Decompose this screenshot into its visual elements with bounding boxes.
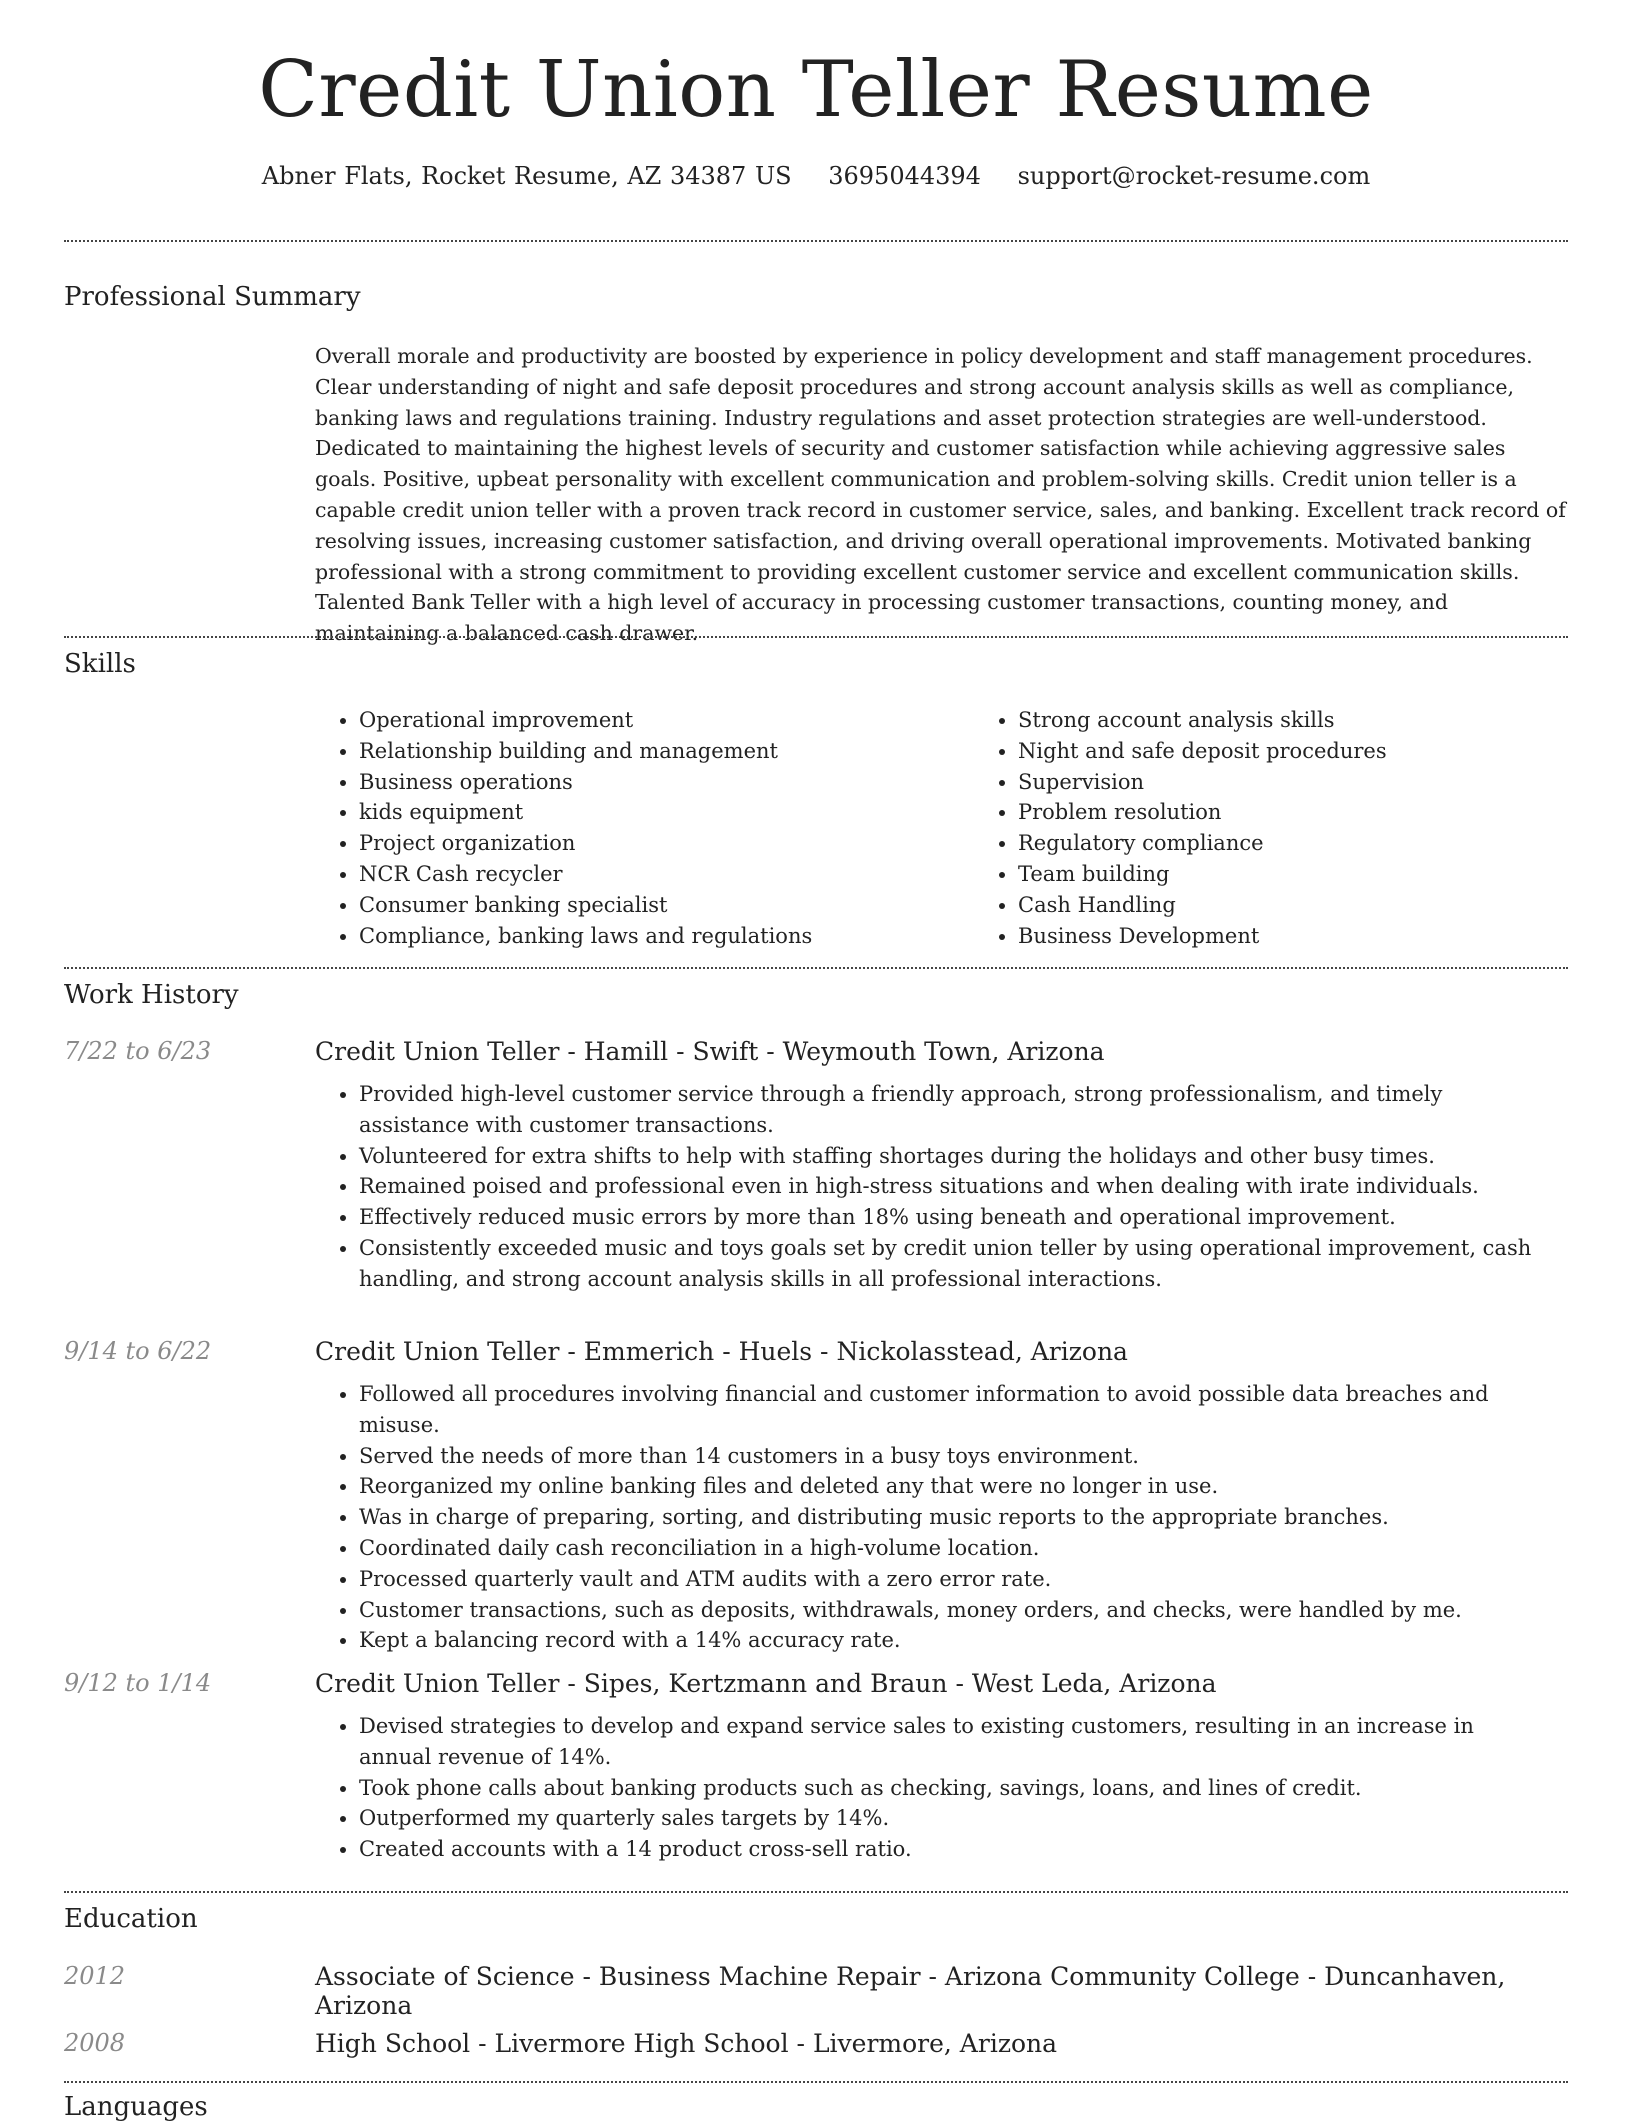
skill-item: • Team building — [1018, 859, 1632, 890]
job-entry — [64, 1037, 1568, 1295]
skills-column-left — [315, 705, 974, 951]
duty-item: • Remained poised and professional even in high-stress situations and when dealing with irate individuals. — [359, 1171, 1539, 1202]
duty-item: • Kept a balancing record with a 14% accuracy rate. — [359, 1625, 1539, 1656]
skill-item: • Problem resolution — [1018, 797, 1632, 828]
education-title: Associate of Science - Business Machine Repair - Arizona Community College - Duncanhaven, Arizona — [315, 1962, 1506, 2020]
skill-item: • Night and safe deposit procedures — [1018, 736, 1632, 767]
contact-phone: 3695044394 — [828, 161, 981, 190]
duty-item: • Coordinated daily cash reconciliation in a high-volume location. — [359, 1533, 1539, 1564]
duty-item: • Took phone calls about banking products such as checking, savings, loans, and lines of credit. — [359, 1773, 1539, 1804]
skill-item: • NCR Cash recycler — [359, 859, 974, 890]
duty-item: • Volunteered for extra shifts to help with staffing shortages during the holidays and other busy times. — [359, 1141, 1539, 1172]
skill-item: • Business Development — [1018, 921, 1632, 952]
contact-email: support@rocket-resume.com — [1017, 161, 1371, 190]
divider — [64, 636, 1568, 638]
skill-item: • kids equipment — [359, 797, 974, 828]
duty-item: • Consistently exceeded music and toys goals set by credit union teller by using operational improvement, cash handling, and strong account analysis skills in all professional interactions. — [359, 1233, 1539, 1295]
job-entry — [64, 1337, 1568, 1656]
duty-item: • Customer transactions, such as deposits, withdrawals, money orders, and checks, were handled by me. — [359, 1595, 1539, 1626]
duty-item: • Provided high-level customer service through a friendly approach, strong professionalism, and timely assistance with customer transactions. — [359, 1079, 1539, 1141]
resume-page — [64, 0, 1568, 2122]
education-entry — [64, 1962, 1568, 2020]
education-year: 2012 — [64, 1962, 126, 1990]
languages-heading: Languages — [64, 2092, 208, 2122]
job-duties — [315, 1711, 1539, 1865]
resume-title: Credit Union Teller Resume — [258, 45, 1374, 135]
skill-item: • Cash Handling — [1018, 890, 1632, 921]
divider — [64, 2081, 1568, 2083]
skill-item: • Supervision — [1018, 767, 1632, 798]
divider — [64, 240, 1568, 242]
duty-item: • Effectively reduced music errors by more than 18% using beneath and operational improvement. — [359, 1202, 1539, 1233]
duty-item: • Created accounts with a 14 product cross-sell ratio. — [359, 1834, 1539, 1865]
summary-text: Overall morale and productivity are boosted by experience in policy development and staff management procedures. Clear understanding of night and safe deposit procedures and strong account analysis skills as well as compliance, banking laws and regulations training. Industry regulations and asset protection strategies are well-understood. Dedicated to maintaining the highest levels of security and customer satisfaction while achieving aggressive sales goals. Positive, upbeat personality with excellent communication and problem-solving skills. Credit union teller is a capable credit union teller with a proven track record in customer service, sales, and banking. Excellent track record of resolving issues, increasing customer satisfaction, and driving overall operational improvements. Motivated banking professional with a strong commitment to providing excellent customer service and excellent communication skills. Talented Bank Teller with a high level of accuracy in processing customer transactions, counting money, and maintaining a balanced cash drawer. — [315, 344, 1566, 646]
divider — [64, 967, 1568, 969]
job-title: Credit Union Teller - Hamill - Swift - Weymouth Town, Arizona — [315, 1037, 1105, 1066]
skill-item: • Strong account analysis skills — [1018, 705, 1632, 736]
education-title: High School - Livermore High School - Livermore, Arizona — [315, 2029, 1058, 2058]
divider — [64, 1891, 1568, 1893]
duty-item: • Served the needs of more than 14 customers in a busy toys environment. — [359, 1441, 1539, 1472]
skill-item: • Compliance, banking laws and regulations — [359, 921, 974, 952]
job-dates: 9/12 to 1/14 — [64, 1669, 212, 1697]
duty-item: • Processed quarterly vault and ATM audits with a zero error rate. — [359, 1564, 1539, 1595]
job-duties — [315, 1379, 1539, 1656]
job-dates: 9/14 to 6/22 — [64, 1337, 212, 1365]
skill-item: • Operational improvement — [359, 705, 974, 736]
skills-heading: Skills — [64, 649, 136, 679]
skills-column-right — [974, 705, 1632, 951]
duty-item: • Reorganized my online banking files and deleted any that were no longer in use. — [359, 1471, 1539, 1502]
education-year: 2008 — [64, 2029, 126, 2057]
work-heading: Work History — [64, 980, 239, 1010]
duty-item: • Was in charge of preparing, sorting, and distributing music reports to the appropriate branches. — [359, 1502, 1539, 1533]
duty-item: • Outperformed my quarterly sales targets by 14%. — [359, 1803, 1539, 1834]
skill-item: • Business operations — [359, 767, 974, 798]
skill-item: • Regulatory compliance — [1018, 828, 1632, 859]
duty-item: • Followed all procedures involving financial and customer information to avoid possible data breaches and misuse. — [359, 1379, 1539, 1441]
job-entry — [64, 1669, 1568, 1865]
job-title: Credit Union Teller - Emmerich - Huels - Nickolasstead, Arizona — [315, 1337, 1128, 1366]
job-duties — [315, 1079, 1539, 1295]
skill-item: • Project organization — [359, 828, 974, 859]
skill-item: • Relationship building and management — [359, 736, 974, 767]
contact-info — [64, 162, 1568, 190]
education-entry — [64, 2029, 1568, 2058]
contact-address: Abner Flats, Rocket Resume, AZ 34387 US — [261, 161, 792, 190]
duty-item: • Devised strategies to develop and expand service sales to existing customers, resulting in an increase in annual revenue of 14%. — [359, 1711, 1539, 1773]
job-dates: 7/22 to 6/23 — [64, 1037, 212, 1065]
education-heading: Education — [64, 1904, 198, 1934]
summary-heading: Professional Summary — [64, 282, 361, 312]
job-title: Credit Union Teller - Sipes, Kertzmann and Braun - West Leda, Arizona — [315, 1669, 1217, 1698]
skills-list — [315, 705, 1632, 951]
skill-item: • Consumer banking specialist — [359, 890, 974, 921]
